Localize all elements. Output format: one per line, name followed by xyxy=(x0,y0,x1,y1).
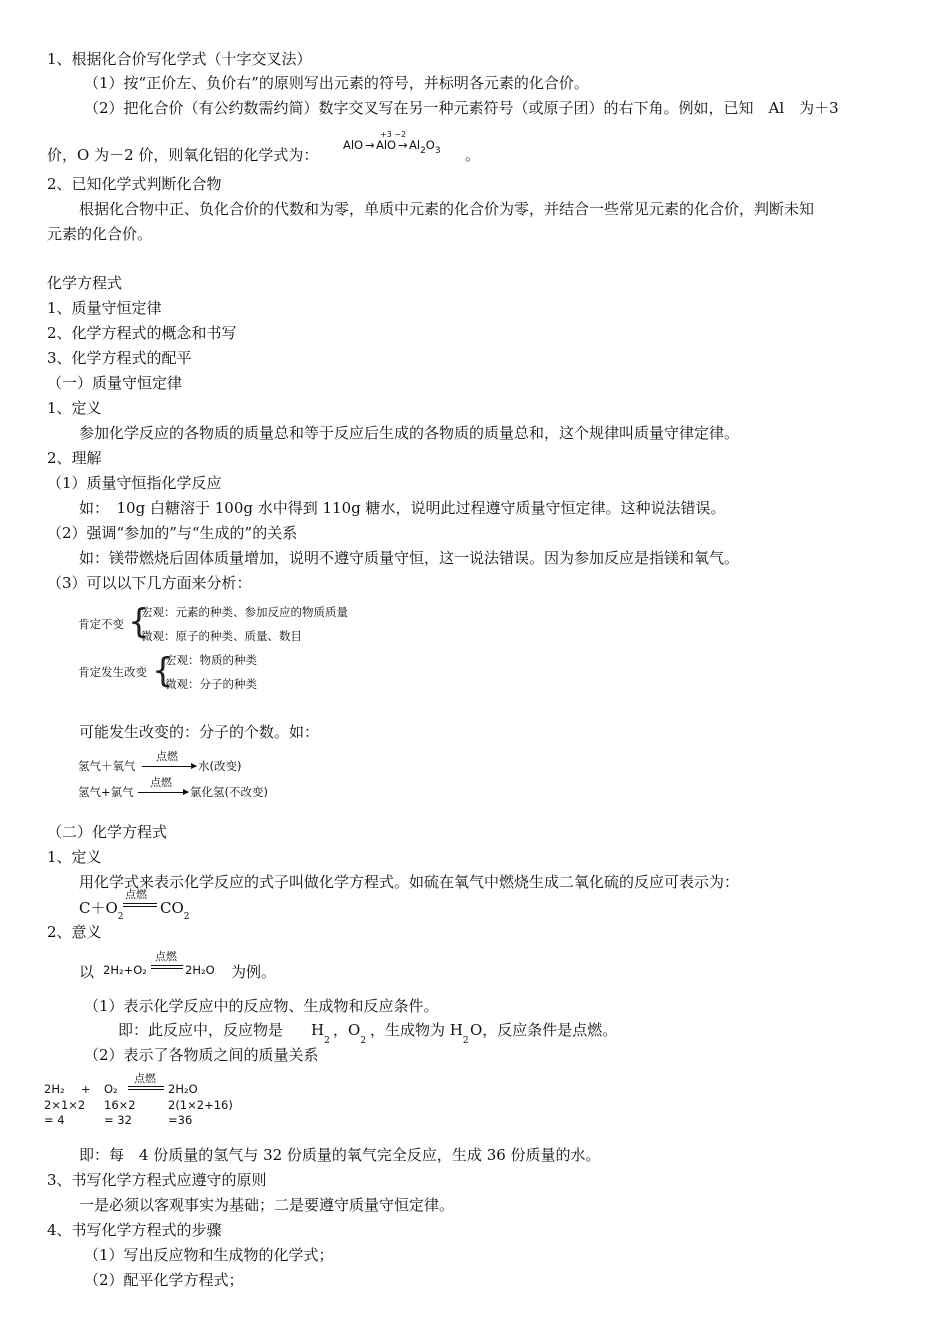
mass-r3-c2: = 32 xyxy=(104,1113,132,1127)
toc-item-3: 3、化学方程式的配平 xyxy=(47,349,192,367)
eq-left-sub: 2 xyxy=(117,912,124,922)
toc-item-2: 2、化学方程式的概念和书写 xyxy=(47,324,237,342)
eq-right xyxy=(160,898,190,921)
reaction-arrow-icon xyxy=(142,766,196,767)
heading-cross-method: 1、根据化合价写化学式（十字交叉法） xyxy=(47,50,312,68)
understanding-3: （3）可以以下几方面来分析： xyxy=(47,574,252,592)
example-suffix: 为例。 xyxy=(231,963,277,981)
unchanged-macro: 宏观：元素的种类、参加反应的物质质量 xyxy=(141,605,348,619)
eq-left-text: C＋O xyxy=(79,899,118,917)
definition-text: 参加化学反应的各物质的质量总和等于反应后生成的各物质的质量总和，这个规律叫质量守律定律。 xyxy=(79,424,740,442)
reaction-1-left: 氢气＋氧气 xyxy=(78,759,136,773)
reaction-2-right: 氯化氢(不改变) xyxy=(190,785,268,799)
mass-r1-c3: 2H₂O xyxy=(168,1082,198,1096)
meaning-1-o xyxy=(333,1020,367,1046)
definition-heading: 1、定义 xyxy=(47,399,102,417)
example-prefix: 以 xyxy=(79,963,95,981)
equation-definition-heading: 1、定义 xyxy=(47,848,102,866)
understanding-2-example: 如：镁带燃烧后固体质量增加，说明不遵守质量守恒，这一说法错误。因为参加反应是指镁和氧气。 xyxy=(79,549,740,567)
meaning-1-b xyxy=(370,1020,469,1046)
unchanged-label: 肯定不变 xyxy=(78,617,124,631)
reaction-arrow-icon-2 xyxy=(138,792,188,793)
product-text: ，生成物为 H xyxy=(370,1021,463,1039)
period: 。 xyxy=(465,146,481,164)
changed-macro: 宏观：物质的种类 xyxy=(165,653,257,667)
reaction-2-left: 氢气+氯气 xyxy=(78,785,134,799)
mass-r1-c2: O₂ xyxy=(104,1082,118,1096)
formula-part-c xyxy=(409,138,441,154)
water-eq-left: 2H₂+O₂ xyxy=(103,963,147,977)
brace-icon-2: { xyxy=(152,651,174,691)
meaning-heading: 2、意义 xyxy=(47,923,102,941)
step-1-text: （1）按“正价左、负价右”的原则写出元素的符号，并标明各元素的化合价。 xyxy=(84,74,589,92)
heading-judge-compound: 2、已知化学式判断化合物 xyxy=(47,175,222,193)
h-symbol: H xyxy=(311,1021,325,1039)
changed-micro: 微观：分子的种类 xyxy=(165,677,257,691)
judge-text: 根据化合物中正、负化合价的代数和为零，单质中元素的化合价为零，并结合一些常见元素的化合价，判断未知 xyxy=(79,200,815,218)
reaction-1-condition: 点燃 xyxy=(156,750,178,763)
water-example xyxy=(79,950,299,980)
principles-text: 一是必须以客观事实为基础；二是要遵守质量守恒定律。 xyxy=(79,1196,455,1214)
water-eq-double-line xyxy=(151,965,183,969)
o-symbol: ，O xyxy=(333,1021,361,1039)
understanding-heading: 2、理解 xyxy=(47,449,102,467)
meaning-1-a: 即：此反应中，反应物是 xyxy=(118,1021,284,1039)
principles-heading: 3、书写化学方程式应遵守的原则 xyxy=(47,1171,267,1189)
maybe-change-text: 可能发生改变的：分子的个数。如： xyxy=(79,723,320,741)
meaning-1-c: O，反应条件是点燃。 xyxy=(470,1021,618,1039)
section-title: 化学方程式 xyxy=(47,274,123,292)
meaning-2: （2）表示了各物质之间的质量关系 xyxy=(84,1046,319,1064)
meaning-1: （1）表示化学反应中的反应物、生成物和反应条件。 xyxy=(84,997,439,1015)
reaction-1 xyxy=(78,750,278,772)
reaction-1-right: 水(改变) xyxy=(198,759,242,773)
eq-left xyxy=(79,898,124,921)
charge-label: +3 −2 xyxy=(380,130,407,139)
mass-explanation: 即：每 4 份质量的氢气与 32 份质量的氧气完全反应，生成 36 份质量的水。 xyxy=(79,1146,601,1164)
changed-label: 肯定发生改变 xyxy=(78,665,147,679)
arrow-glyph: → xyxy=(365,138,375,152)
unchanged-micro: 微观：原子的种类、质量、数目 xyxy=(141,629,302,643)
conservation-diagram xyxy=(78,600,398,695)
understanding-2: （2）强调“参加的”与“生成的”的关系 xyxy=(47,524,298,542)
o-sub: 2 xyxy=(360,1036,367,1046)
formula-al-sub: 2 xyxy=(420,146,426,156)
reaction-2 xyxy=(78,776,298,798)
step-2: （2）配平化学方程式； xyxy=(84,1271,244,1289)
formula-o: O xyxy=(425,138,435,152)
brace-icon: { xyxy=(128,602,150,642)
sulfur-equation xyxy=(79,888,219,922)
water-eq-condition: 点燃 xyxy=(155,950,177,963)
mass-r2-c1: 2×1×2 xyxy=(44,1098,86,1112)
understanding-1-example: 如： 10g 白糖溶于 100g 水中得到 110g 糖水，说明此过程遵守质量守恒定律。这种说法错误。 xyxy=(79,499,726,517)
mass-r1-plus: + xyxy=(81,1082,91,1096)
mass-r1-c1: 2H₂ xyxy=(44,1082,65,1096)
step-1: （1）写出反应物和生成物的化学式； xyxy=(84,1246,334,1264)
mass-r2-c2: 16×2 xyxy=(104,1098,136,1112)
formula-part-a: AlO xyxy=(343,138,364,152)
mass-relation-table xyxy=(44,1070,264,1130)
product-sub: 2 xyxy=(462,1036,469,1046)
understanding-1: （1）质量守恒指化学反应 xyxy=(47,474,222,492)
alumina-formula xyxy=(343,128,455,158)
formula-al: Al xyxy=(409,138,421,152)
water-eq-right: 2H₂O xyxy=(185,963,215,977)
eq-condition: 点燃 xyxy=(125,888,147,901)
steps-heading: 4、书写化学方程式的步骤 xyxy=(47,1221,222,1239)
reaction-2-condition: 点燃 xyxy=(150,776,172,789)
mass-r3-c3: =36 xyxy=(168,1113,193,1127)
subsection-chemical-equation: （二）化学方程式 xyxy=(47,823,168,841)
toc-item-1: 1、质量守恒定律 xyxy=(47,299,162,317)
eq-right-text: CO xyxy=(160,899,184,917)
mass-double-line xyxy=(128,1086,164,1090)
mass-r2-c3: 2(1×2+16) xyxy=(168,1098,233,1112)
mass-condition: 点燃 xyxy=(134,1072,156,1085)
step-2-text: （2）把化合价（有公约数需约简）数字交叉写在另一种元素符号（或原子团）的右下角。例如，已知 Al 为＋3 xyxy=(84,99,839,117)
arrow-glyph-2: → xyxy=(398,138,408,152)
subsection-mass-conservation: （一）质量守恒定律 xyxy=(47,374,183,392)
meaning-1-h xyxy=(311,1020,330,1046)
eq-double-line xyxy=(123,903,157,907)
judge-text-cont: 元素的化合价。 xyxy=(47,225,153,243)
meaning-1-detail xyxy=(118,1020,678,1046)
mass-r3-c1: = 4 xyxy=(44,1113,65,1127)
equation-definition-text: 用化学式来表示化学反应的式子叫做化学方程式。如硫在氧气中燃烧生成二氧化硫的反应可表示为： xyxy=(79,873,740,891)
eq-right-sub: 2 xyxy=(183,912,190,922)
example-text: 价，O 为－2 价，则氧化铝的化学式为： xyxy=(47,146,319,164)
formula-part-b: AlO xyxy=(376,138,397,152)
h-sub: 2 xyxy=(324,1036,330,1046)
formula-o-sub: 3 xyxy=(434,146,441,156)
